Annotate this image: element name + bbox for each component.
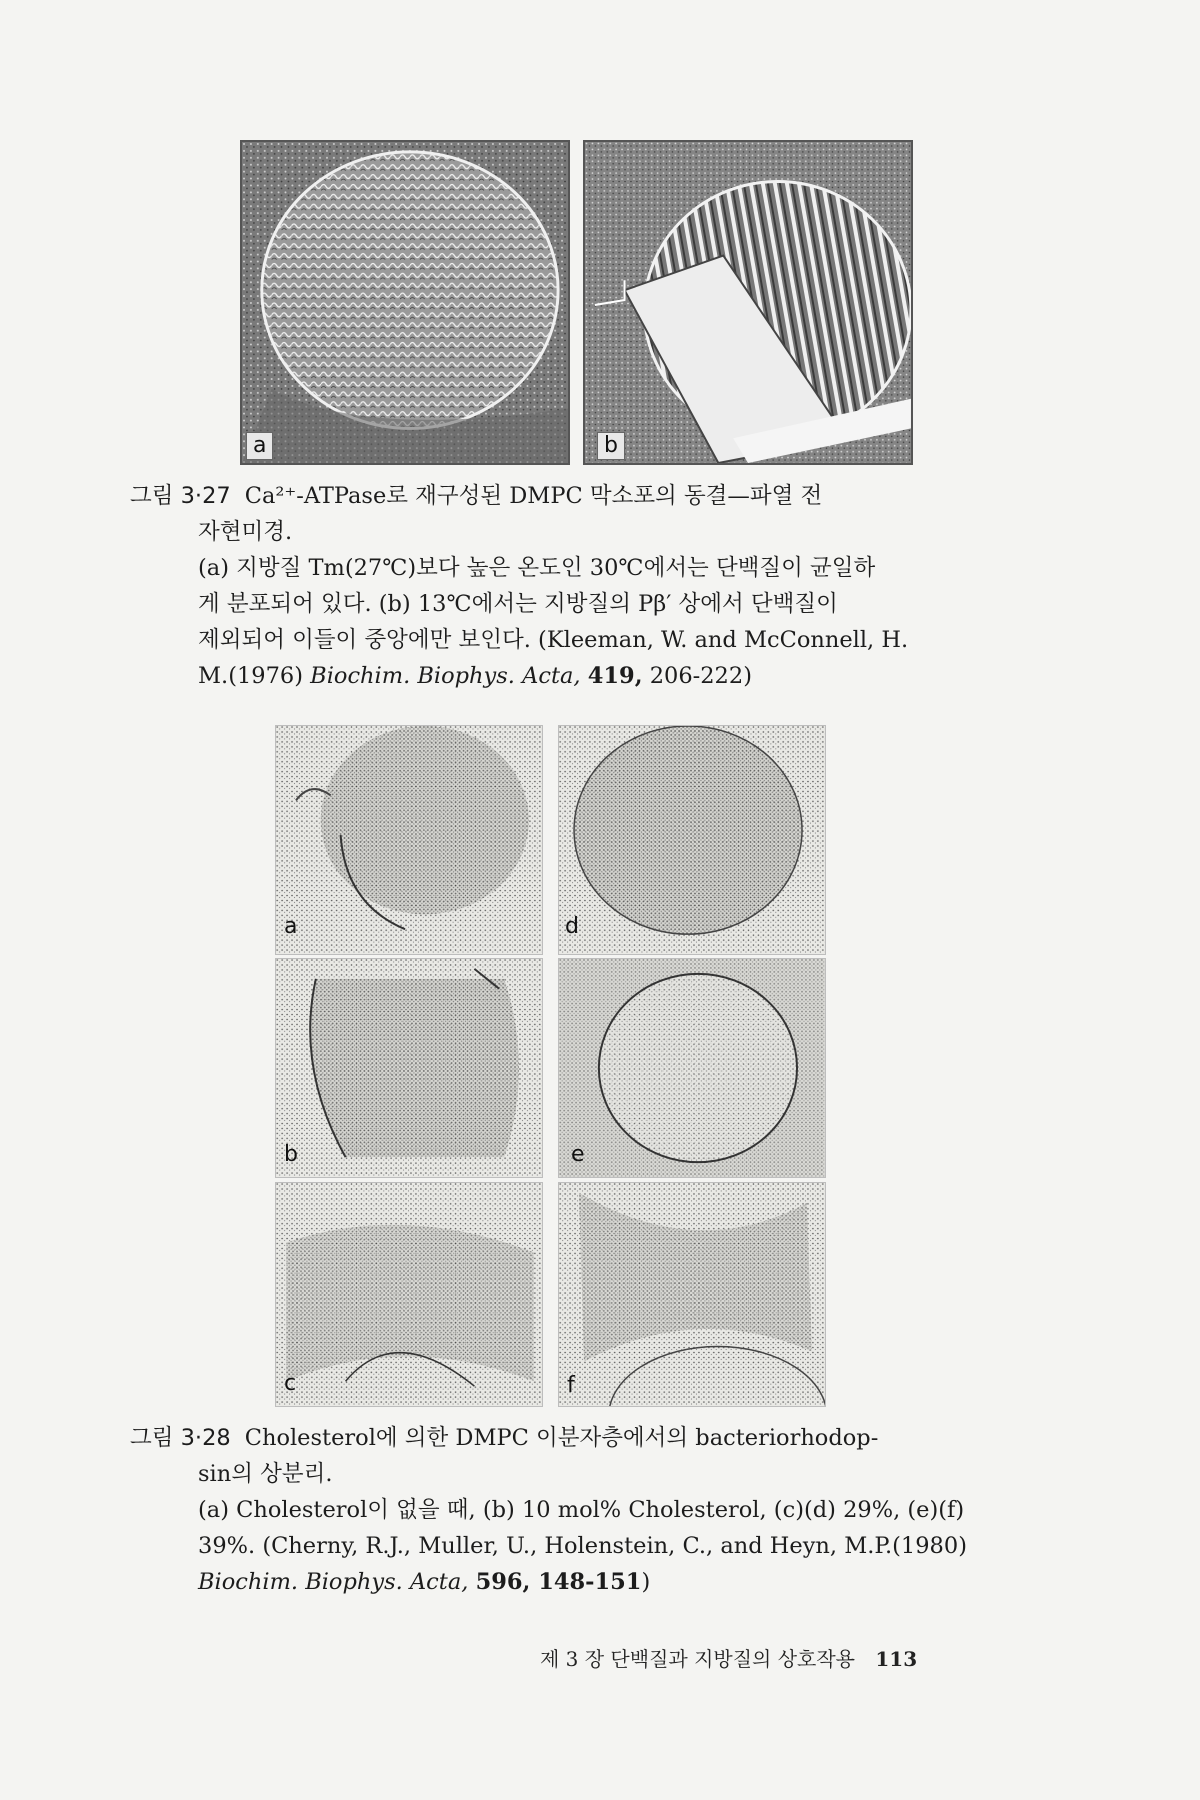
caption-line: 39%. (Cherny, R.J., Muller, U., Holenstein, C., and Heyn, M.P.(1980) [198, 1533, 967, 1559]
figure-3-27-caption [130, 478, 908, 694]
reference-close: ) [641, 1569, 651, 1595]
caption-line: Cholesterol에 의한 DMPC 이분자층에서의 bacteriorhodop- [244, 1425, 879, 1451]
vesicle-texture-b [276, 959, 542, 1177]
caption-reference-line [130, 658, 908, 694]
caption-line: (a) 지방질 Tm(27℃)보다 높은 온도인 30℃에서는 단백질이 균일하 [198, 555, 876, 581]
panel-label-b: b [284, 1142, 298, 1167]
micrograph-3-28e [558, 958, 826, 1178]
journal-pages: 206-222) [642, 663, 752, 689]
chapter-title: 제 3 장 단백질과 지방질의 상호작용 [540, 1647, 855, 1671]
micrograph-3-28d [558, 725, 826, 955]
caption-line: 자현미경. [198, 519, 293, 545]
figure-number: 그림 3·27 [130, 483, 231, 509]
vesicle-texture-e [559, 959, 825, 1177]
caption-reference-line [130, 1564, 967, 1600]
vesicle-texture-c [276, 1183, 542, 1406]
caption-line: Ca²⁺-ATPase로 재구성된 DMPC 막소포의 동결—파열 전 [244, 483, 823, 509]
reference-prefix: M.(1976) [198, 663, 311, 689]
vesicle-texture-d [559, 726, 825, 954]
micrograph-3-28f [558, 1182, 826, 1407]
page-number: 113 [875, 1647, 918, 1671]
caption-line: (a) Cholesterol이 없을 때, (b) 10 mol% Cholesterol, (c)(d) 29%, (e)(f) [198, 1497, 965, 1523]
journal-volume: 419, [587, 663, 643, 689]
journal-volume: 596, 148-151 [475, 1569, 642, 1595]
micrograph-3-28c [275, 1182, 543, 1407]
vesicle-texture-a [242, 142, 568, 463]
figure-3-28-caption [130, 1420, 967, 1600]
vesicle-texture-b [585, 142, 911, 463]
panel-label-b: b [597, 432, 625, 460]
panel-label-a: a [246, 432, 273, 460]
micrograph-3-27a [240, 140, 570, 465]
micrograph-3-28a [275, 725, 543, 955]
micrograph-3-28b [275, 958, 543, 1178]
vesicle-texture-a [276, 726, 542, 954]
panel-label-d: d [565, 914, 579, 939]
panel-label-f: f [567, 1373, 575, 1398]
panel-label-c: c [284, 1371, 297, 1396]
caption-line: 제외되어 이들이 중앙에만 보인다. (Kleeman, W. and McConnell, H. [198, 627, 909, 653]
micrograph-3-27b [583, 140, 913, 465]
vesicle-texture-f [559, 1183, 825, 1406]
figure-number: 그림 3·28 [130, 1425, 231, 1451]
caption-line: sin의 상분리. [198, 1461, 333, 1487]
page-footer [540, 1643, 917, 1672]
journal-name: Biochim. Biophys. Acta, [198, 1569, 469, 1595]
journal-name: Biochim. Biophys. Acta, [310, 663, 581, 689]
panel-label-e: e [571, 1142, 585, 1167]
panel-label-a: a [284, 914, 298, 939]
caption-line: 게 분포되어 있다. (b) 13℃에서는 지방질의 Pβ′ 상에서 단백질이 [198, 591, 838, 617]
